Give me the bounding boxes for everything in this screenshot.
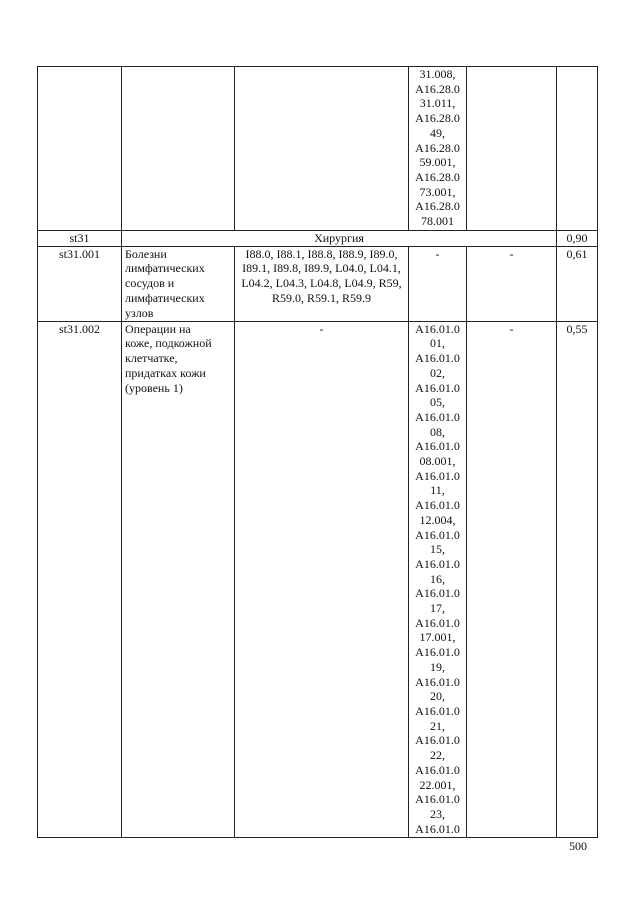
cell-diagnoses (235, 67, 409, 231)
row-code: st31.002 (38, 321, 122, 837)
row-coef: 0,61 (557, 246, 598, 321)
row-code: st31.001 (38, 246, 122, 321)
row-diagnoses: - (235, 321, 409, 837)
tariff-table (37, 66, 598, 838)
row-name: Операции на коже, подкожной клетчатке, придатках кожи (уровень 1) (122, 321, 235, 837)
group-code: st31 (38, 231, 122, 247)
row-services: - (409, 246, 467, 321)
page-number: 500 (569, 839, 587, 853)
cell-coef (557, 67, 598, 231)
cell-name (122, 67, 235, 231)
row-diagnoses: I88.0, I88.1, I88.8, I88.9, I89.0, I89.1, I89.8, I89.9, L04.0, L04.1, L04.2, L04.3, L04.8, L04.9, R59, R59.0, R59.1, R59.9 (235, 246, 409, 321)
row-services: А16.01.0 01, А16.01.0 02, А16.01.0 05, А16.01.0 08, А16.01.0 08.001, А16.01.0 11, А16.01.0 12.004, А16.01.0 15, А16.01.0 16, А16.01.0 17, А16.01.0 17.001, А16.01.0 19, А16.01.0 20, А16.01.0 21, А16.01.0 22, А16.01.0 22.001, А16.01.0 23, А16.01.0 (409, 321, 467, 837)
cell-services: 31.008, А16.28.0 31.011, А16.28.0 49, А16.28.0 59.001, А16.28.0 73.001, А16.28.0 78.001 (409, 67, 467, 231)
group-title: Хирургия (122, 231, 557, 247)
table-row (38, 321, 598, 837)
row-extra: - (467, 321, 557, 837)
row-extra: - (467, 246, 557, 321)
cell-extra (467, 67, 557, 231)
group-coef: 0,90 (557, 231, 598, 247)
row-coef: 0,55 (557, 321, 598, 837)
row-name: Болезни лимфатических сосудов и лимфатических узлов (122, 246, 235, 321)
table-row-continued (38, 67, 598, 231)
table-row (38, 246, 598, 321)
cell-code (38, 67, 122, 231)
table-row-group (38, 231, 598, 247)
